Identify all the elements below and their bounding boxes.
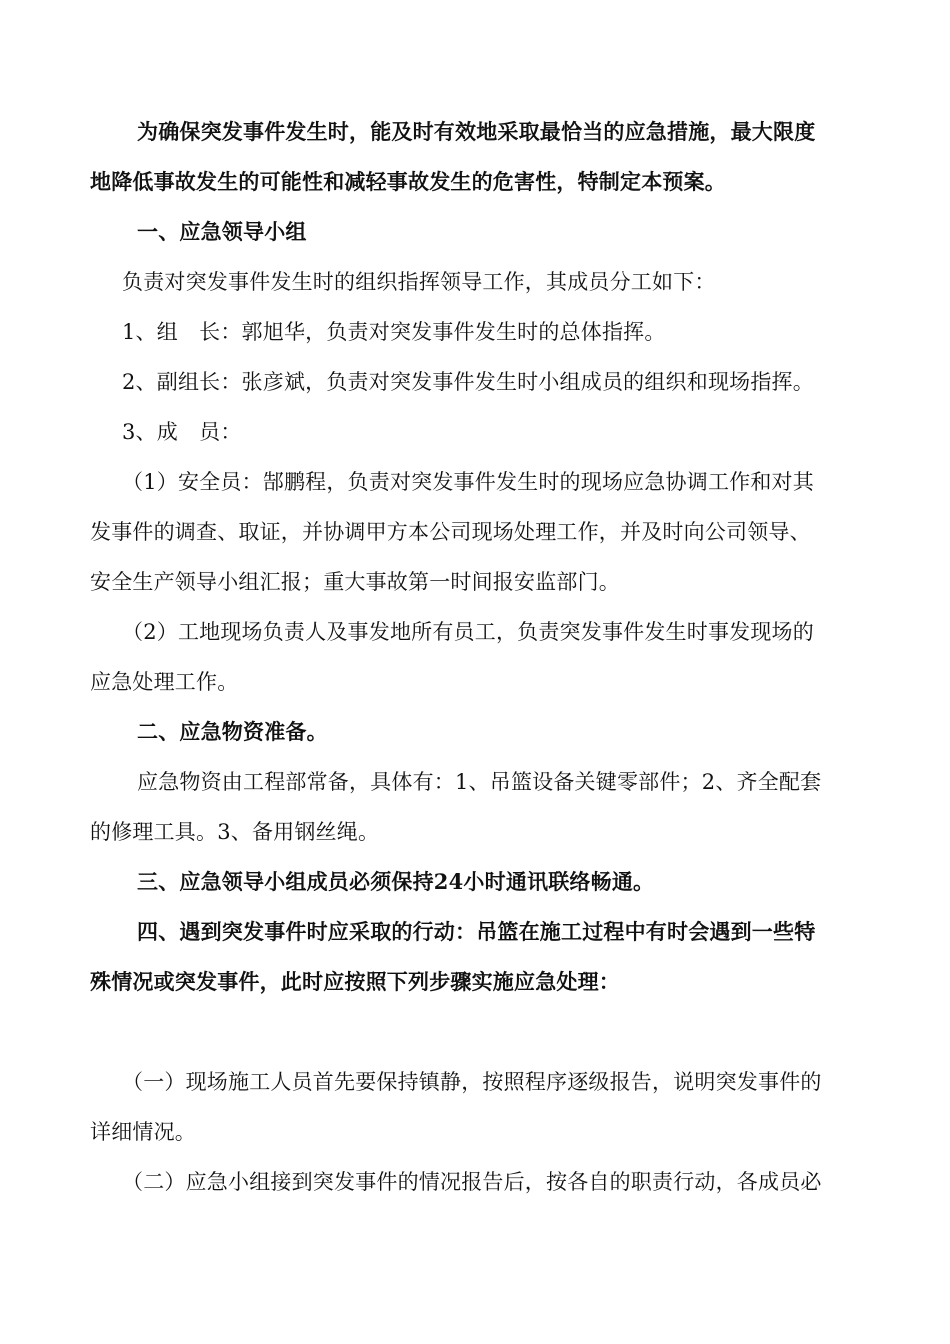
section-4-heading-line-1: 四、遇到突发事件时应采取的行动：吊篮在施工过程中有时会遇到一些特 (137, 919, 816, 944)
section-2-line-2: 的修理工具。3、备用钢丝绳。 (90, 820, 380, 844)
member2-line-2: 应急处理工作。 (90, 670, 239, 694)
section-1-heading: 一、应急领导小组 (137, 219, 307, 244)
section-4-heading-line-2: 殊情况或突发事件，此时应按照下列步骤实施应急处理： (90, 969, 620, 994)
section-2-line-1: 应急物资由工程部常备，具体有：1、吊篮设备关键零部件；2、齐全配套 (137, 770, 822, 794)
section-2-heading: 二、应急物资准备。 (137, 719, 328, 744)
intro-line-2: 地降低事故发生的可能性和减轻事故发生的危害性，特制定本预案。 (90, 169, 726, 194)
section-1-desc: 负责对突发事件发生时的组织指挥领导工作，其成员分工如下： (122, 270, 716, 294)
member1-line-2: 发事件的调查、取证，并协调甲方本公司现场处理工作，并及时向公司领导、 (90, 520, 811, 544)
intro-line-1: 为确保突发事件发生时，能及时有效地采取最恰当的应急措施，最大限度 (137, 119, 816, 144)
member1-line-3: 安全生产领导小组汇报；重大事故第一时间报安监部门。 (90, 570, 620, 594)
member2-line-1: （2）工地现场负责人及事发地所有员工，负责突发事件发生时事发现场的 (122, 620, 814, 644)
deputy-line: 2、副组长：张彦斌，负责对突发事件发生时小组成员的组织和现场指挥。 (122, 370, 814, 394)
item1-line-1: （一）现场施工人员首先要保持镇静，按照程序逐级报告，说明突发事件的 (122, 1070, 822, 1094)
item2-line-1: （二）应急小组接到突发事件的情况报告后，按各自的职责行动，各成员必 (122, 1170, 822, 1194)
member1-line-1: （1）安全员：郜鹏程，负责对突发事件发生时的现场应急协调工作和对其 (122, 470, 814, 494)
leader-line: 1、组 长：郭旭华，负责对突发事件发生时的总体指挥。 (122, 320, 666, 344)
members-label: 3、成 员： (122, 420, 242, 444)
item1-line-2: 详细情况。 (90, 1120, 196, 1144)
section-3-heading: 三、应急领导小组成员必须保持24小时通讯联络畅通。 (137, 869, 655, 894)
